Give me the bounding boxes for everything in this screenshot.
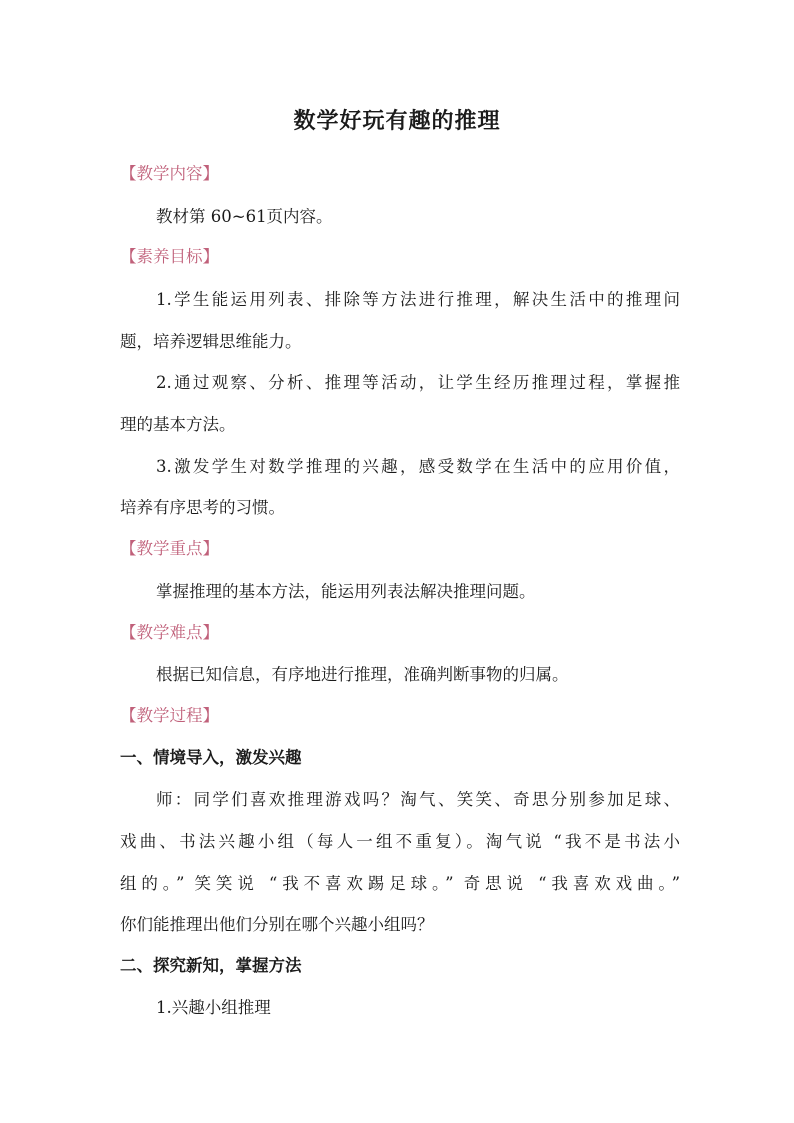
step-2-subheading-1: 1.兴趣小组推理: [156, 998, 271, 1017]
goal-2-line-1: 2.通过观察、分析、推理等活动，让学生经历推理过程，掌握推: [156, 373, 680, 392]
step-1-paragraph-line-4: 你们能推理出他们分别在哪个兴趣小组吗？: [120, 915, 434, 934]
goal-1-line-1: 1.学生能运用列表、排除等方法进行推理，解决生活中的推理问: [156, 290, 680, 309]
section-label-goals: 【素养目标】: [120, 247, 219, 266]
difficulties-text: 根据已知信息，有序地进行推理，准确判断事物的归属。: [156, 665, 569, 684]
content-text: 教材第 60~61页内容。: [156, 207, 333, 226]
section-label-key-points: 【教学重点】: [120, 539, 219, 558]
goal-2-line-2: 理的基本方法。: [120, 415, 236, 434]
step-1-paragraph-line-2: 戏曲、书法兴趣小组（每人一组不重复）。淘气说 “我不是书法小: [120, 832, 680, 851]
step-1-paragraph-line-3: 组的。” 笑笑说 “我不喜欢踢足球。” 奇思说 “我喜欢戏曲。”: [120, 874, 680, 893]
section-label-content: 【教学内容】: [120, 164, 219, 183]
section-label-difficulties: 【教学难点】: [120, 623, 219, 642]
goal-3-line-2: 培养有序思考的习惯。: [120, 498, 285, 517]
document-title: 数学好玩有趣的推理: [293, 109, 501, 134]
goal-1-line-2: 题，培养逻辑思维能力。: [120, 332, 302, 351]
step-1-heading: 一、情境导入，激发兴趣: [120, 748, 302, 767]
step-1-paragraph-line-1: 师：同学们喜欢推理游戏吗？淘气、笑笑、奇思分别参加足球、: [156, 790, 680, 809]
goal-3-line-1: 3.激发学生对数学推理的兴趣，感受数学在生活中的应用价值，: [156, 457, 680, 476]
section-label-process: 【教学过程】: [120, 706, 219, 725]
step-2-heading: 二、探究新知，掌握方法: [120, 956, 302, 975]
key-points-text: 掌握推理的基本方法，能运用列表法解决推理问题。: [156, 582, 536, 601]
